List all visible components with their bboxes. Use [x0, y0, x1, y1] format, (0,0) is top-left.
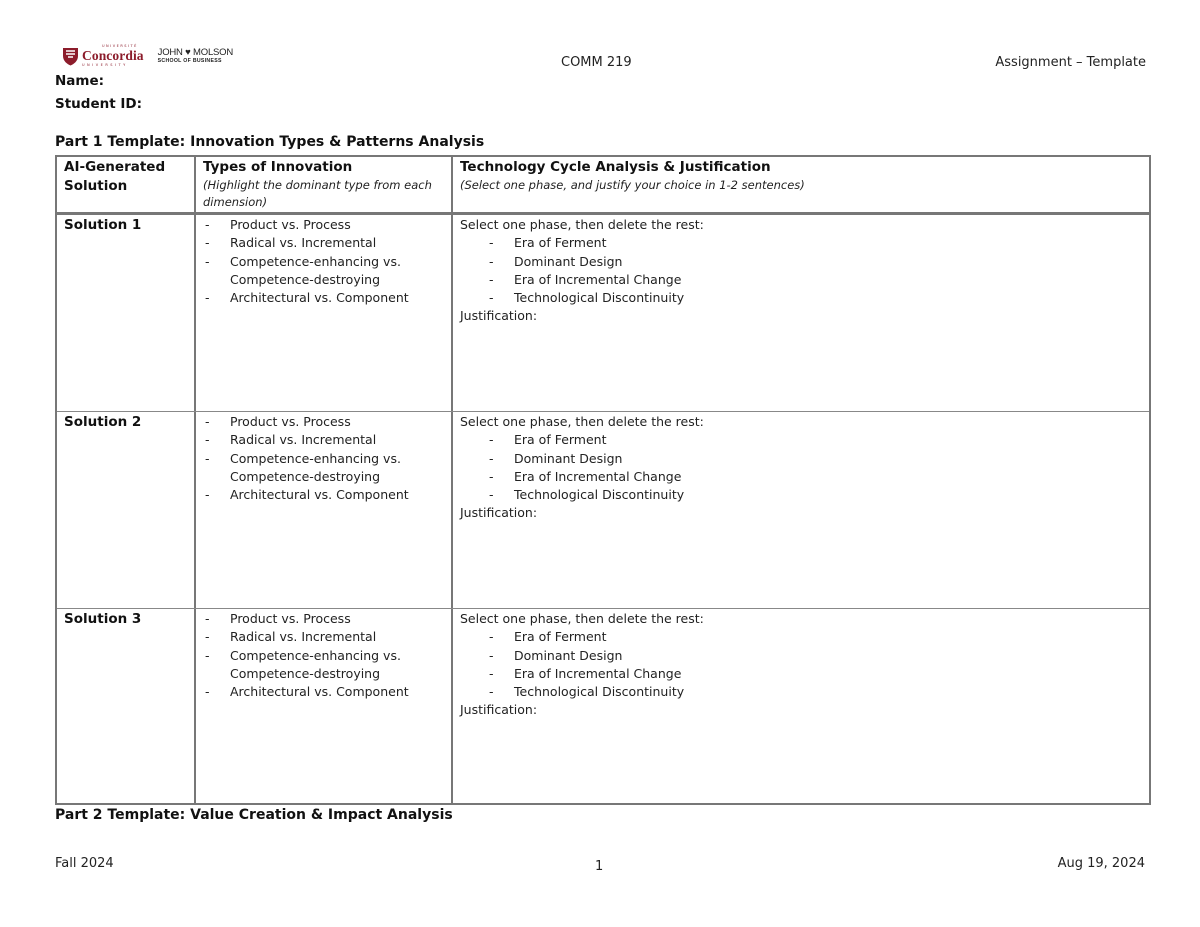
list-item: - Era of Incremental Change	[460, 271, 1143, 289]
innovation-analysis-table	[55, 155, 1151, 805]
cycle-cell	[453, 215, 1143, 326]
list-item: - Architectural vs. Component	[203, 486, 451, 504]
header-cell-cycle	[453, 157, 1143, 212]
phase-list	[460, 431, 1143, 504]
cycle-cell	[453, 412, 1143, 523]
column-header: Technology Cycle Analysis & Justification	[460, 159, 771, 175]
list-item: - Competence-enhancing vs. Competence-destroying	[203, 647, 451, 684]
list-item: - Competence-enhancing vs. Competence-destroying	[203, 450, 451, 487]
list-item: - Product vs. Process	[203, 413, 451, 431]
list-item: - Era of Ferment	[460, 628, 1143, 646]
list-item: - Architectural vs. Component	[203, 683, 451, 701]
list-item: - Dominant Design	[460, 253, 1143, 271]
list-item: - Architectural vs. Component	[203, 289, 451, 307]
select-instruction: Select one phase, then delete the rest:	[460, 217, 704, 232]
column-header: AI-Generated Solution	[64, 159, 166, 194]
part1-title: Part 1 Template: Innovation Types & Patterns Analysis	[55, 134, 485, 150]
concordia-top-text: UNIVERSITÉ	[102, 43, 138, 48]
list-item: - Dominant Design	[460, 450, 1143, 468]
header-logos	[62, 44, 233, 68]
course-code: COMM 219	[561, 55, 632, 70]
innovation-types-list	[203, 216, 451, 307]
list-item: - Technological Discontinuity	[460, 289, 1143, 307]
column-note: (Select one phase, and justify your choice in 1-2 sentences)	[460, 178, 805, 192]
footer-date: Aug 19, 2024	[1057, 856, 1145, 871]
column-header: Types of Innovation	[203, 159, 353, 175]
cycle-cell	[453, 609, 1143, 720]
molson-logo	[158, 48, 233, 64]
list-item: - Era of Incremental Change	[460, 468, 1143, 486]
column-note: (Highlight the dominant type from each dimension)	[203, 178, 432, 209]
list-item: - Product vs. Process	[203, 610, 451, 628]
justification-label: Justification:	[460, 308, 538, 324]
list-item: - Dominant Design	[460, 647, 1143, 665]
concordia-crest-icon	[62, 47, 79, 66]
types-cell	[196, 412, 451, 504]
header-cell-types	[196, 157, 451, 212]
student-id-label: Student ID:	[55, 96, 142, 112]
list-item: - Product vs. Process	[203, 216, 451, 234]
select-instruction: Select one phase, then delete the rest:	[460, 414, 704, 429]
list-item: - Era of Incremental Change	[460, 665, 1143, 683]
innovation-types-list	[203, 610, 451, 701]
list-item: - Radical vs. Incremental	[203, 234, 451, 252]
types-cell	[196, 215, 451, 307]
phase-list	[460, 628, 1143, 701]
types-cell	[196, 609, 451, 701]
molson-school: SCHOOL OF BUSINESS	[157, 57, 222, 64]
concordia-sub-text: UNIVERSITY	[82, 62, 128, 67]
concordia-logo	[62, 45, 144, 68]
list-item: - Technological Discontinuity	[460, 486, 1143, 504]
list-item: - Radical vs. Incremental	[203, 431, 451, 449]
list-item: - Competence-enhancing vs. Competence-destroying	[203, 253, 451, 290]
solution-cell	[57, 215, 194, 235]
list-item: - Technological Discontinuity	[460, 683, 1143, 701]
list-item: - Era of Ferment	[460, 431, 1143, 449]
list-item: - Radical vs. Incremental	[203, 628, 451, 646]
justification-label: Justification:	[460, 702, 538, 718]
solution-cell	[57, 609, 194, 629]
name-label: Name:	[55, 73, 105, 89]
innovation-types-list	[203, 413, 451, 504]
justification-label: Justification:	[460, 505, 538, 521]
solution-cell	[57, 412, 194, 432]
document-type: Assignment – Template	[995, 55, 1146, 70]
list-item: - Era of Ferment	[460, 234, 1143, 252]
concordia-wordmark: Concordia	[82, 48, 144, 64]
phase-list	[460, 234, 1143, 307]
molson-name: JOHN ♥ MOLSON	[157, 47, 234, 59]
solution-label: Solution 3	[64, 611, 142, 627]
header-cell-solution	[57, 157, 194, 212]
footer-term: Fall 2024	[55, 856, 114, 871]
solution-label: Solution 2	[64, 414, 142, 430]
part2-title: Part 2 Template: Value Creation & Impact Analysis	[55, 807, 453, 823]
solution-label: Solution 1	[64, 217, 142, 233]
footer-page-number: 1	[595, 859, 604, 874]
select-instruction: Select one phase, then delete the rest:	[460, 611, 704, 626]
